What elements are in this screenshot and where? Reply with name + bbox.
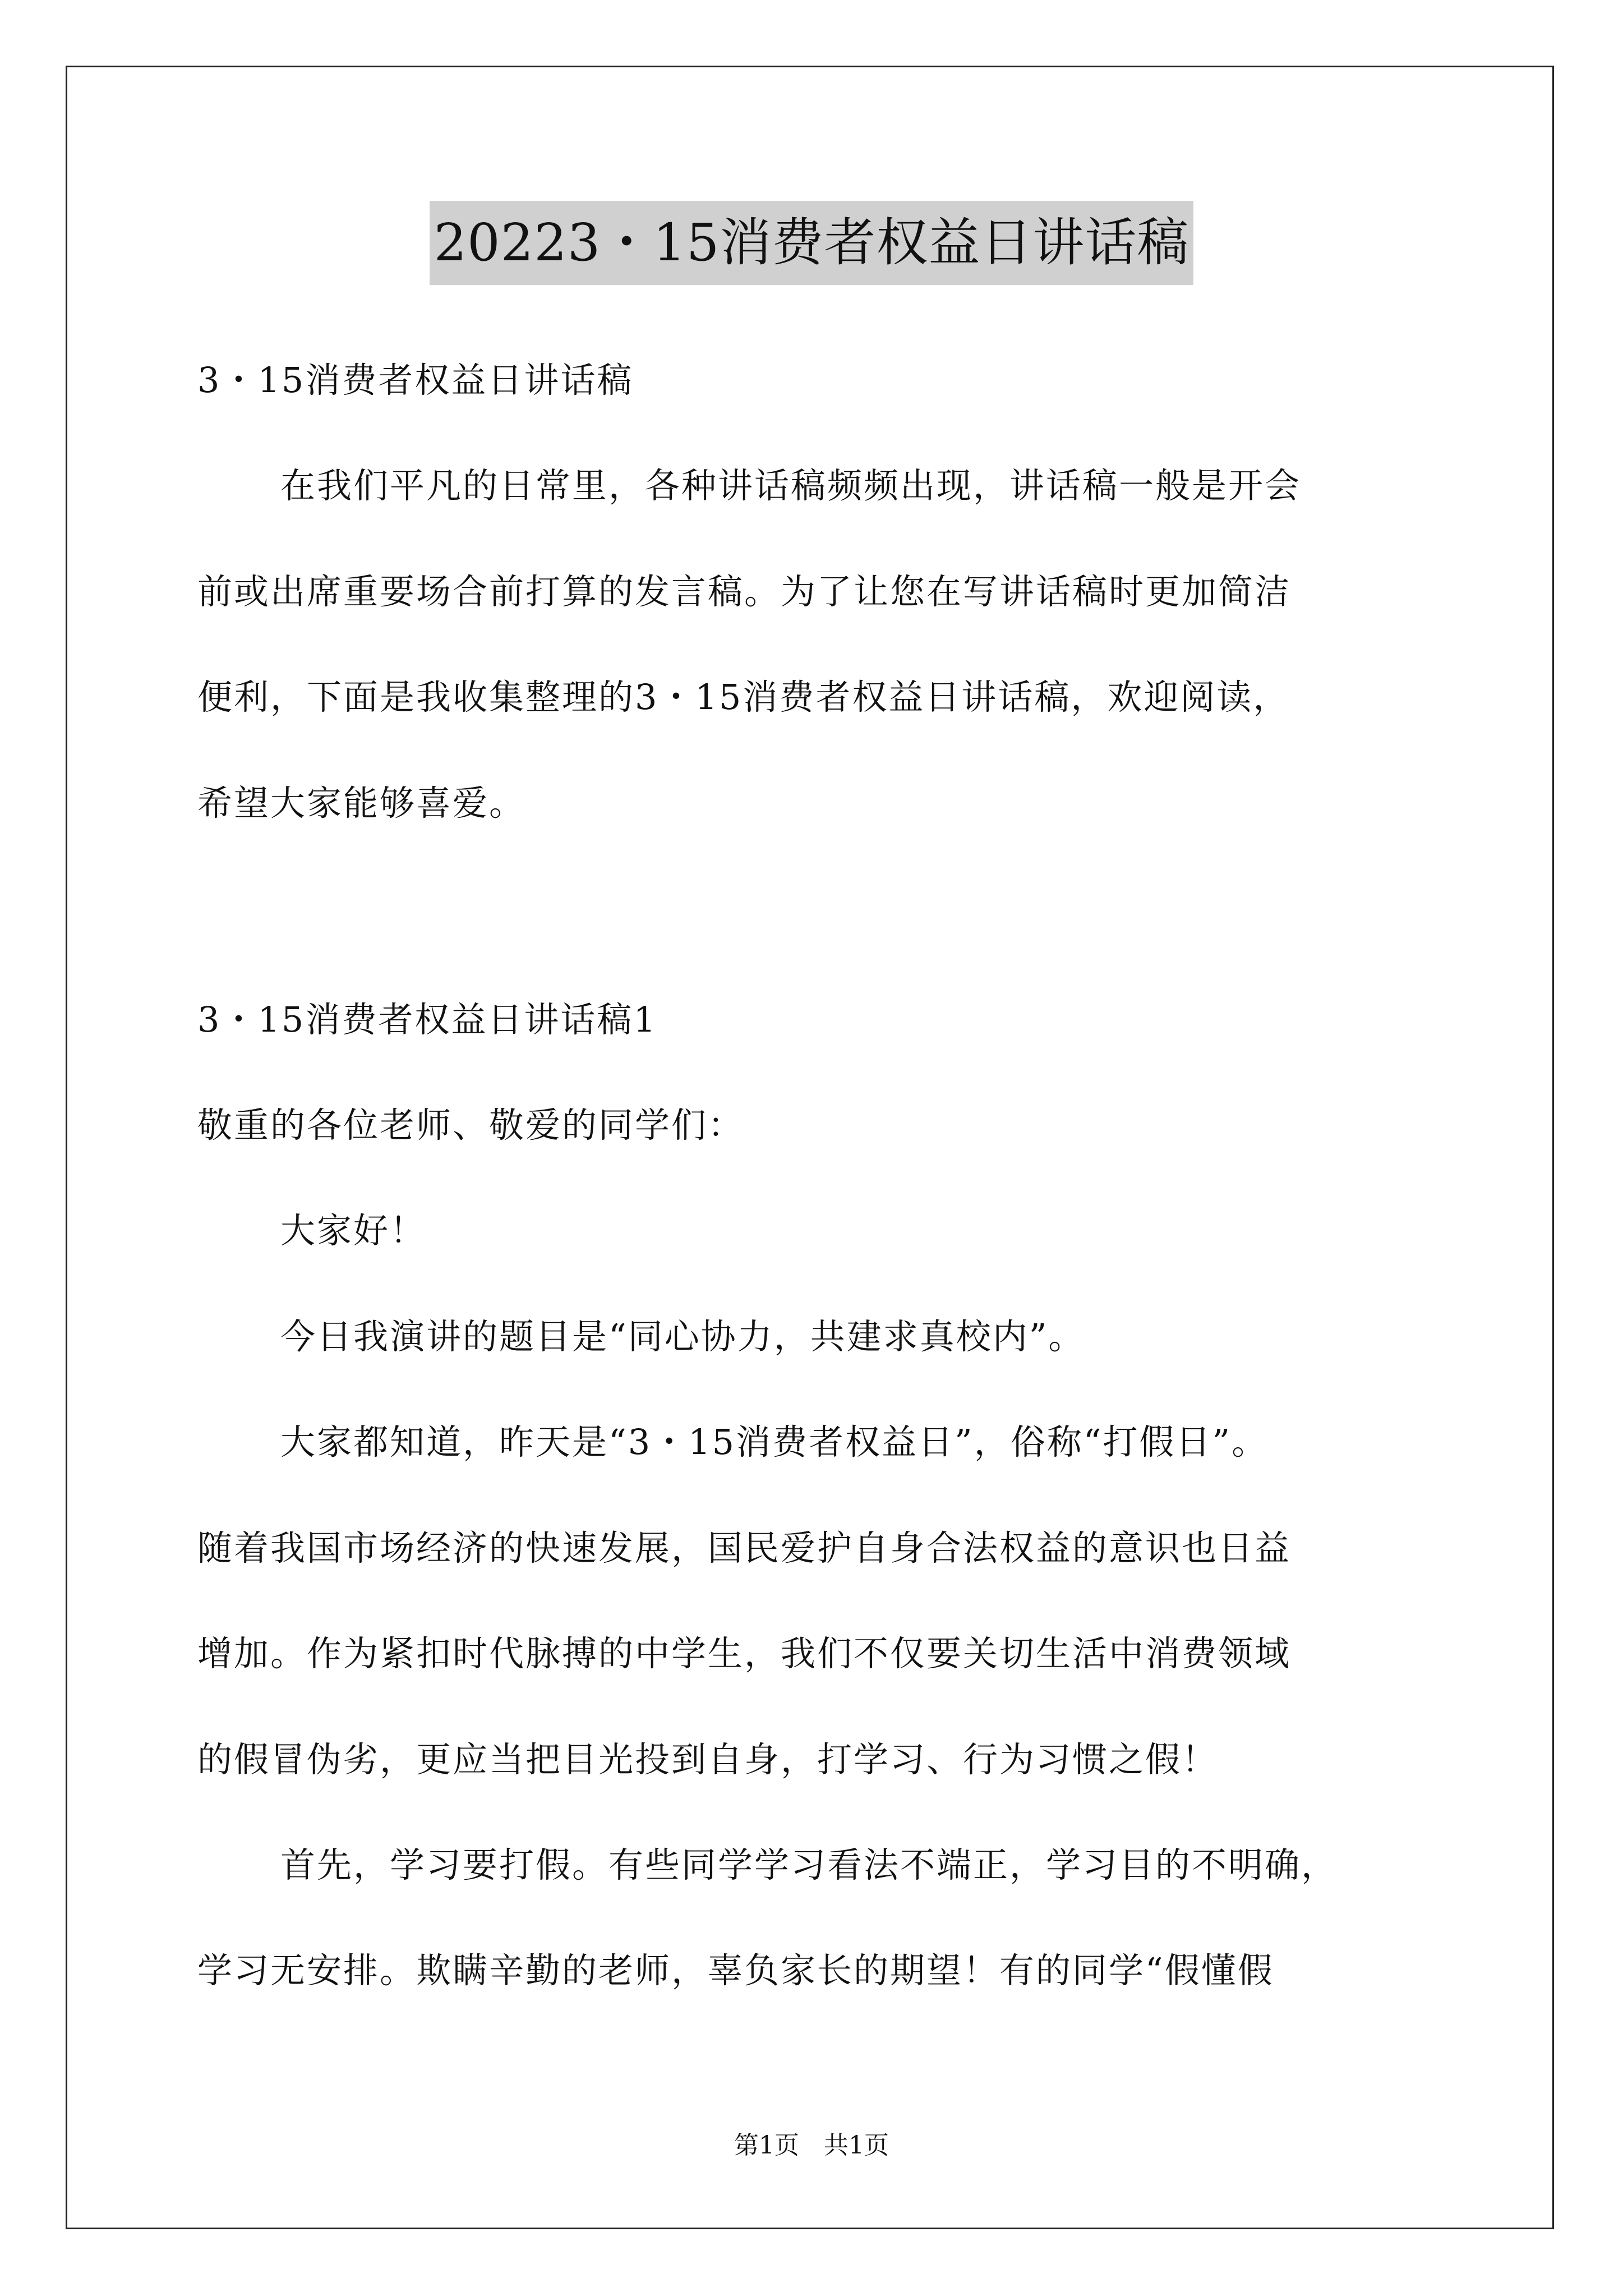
section-heading: 3・15消费者权益日讲话稿1 bbox=[197, 999, 657, 1040]
paragraph-line: 便利，下面是我收集整理的3・15消费者权益日讲话稿，欢迎阅读， bbox=[197, 677, 1290, 717]
document-title: 20223・15消费者权益日讲话稿 bbox=[430, 201, 1194, 285]
subtitle-line: 3・15消费者权益日讲话稿 bbox=[197, 360, 634, 401]
paragraph-line: 今日我演讲的题目是“同心协力，共建求真校内”。 bbox=[280, 1316, 1085, 1357]
paragraph-line: 大家都知道，昨天是“3・15消费者权益日”，俗称“打假日”。 bbox=[280, 1421, 1269, 1462]
paragraph-line: 首先，学习要打假。有些同学学习看法不端正，学习目的不明确， bbox=[280, 1844, 1338, 1885]
paragraph-line: 在我们平凡的日常里，各种讲话稿频频出现，讲话稿一般是开会 bbox=[280, 465, 1302, 506]
paragraph-line: 前或出席重要场合前打算的发言稿。为了让您在写讲话稿时更加简洁 bbox=[197, 571, 1292, 612]
paragraph-line: 的假冒伪劣，更应当把目光投到自身，打学习、行为习惯之假！ bbox=[197, 1739, 1219, 1780]
title-container bbox=[0, 201, 1623, 285]
paragraph-line: 希望大家能够喜爱。 bbox=[197, 783, 526, 823]
greeting-line: 大家好！ bbox=[280, 1210, 427, 1251]
paragraph-line: 学习无安排。欺瞒辛勤的老师，辜负家长的期望！有的同学“假懂假 bbox=[197, 1950, 1274, 1991]
paragraph-line: 增加。作为紧扣时代脉搏的中学生，我们不仅要关切生活中消费领域 bbox=[197, 1633, 1292, 1674]
page-footer: 第1页 共1页 bbox=[734, 2131, 889, 2160]
salutation-line: 敬重的各位老师、敬爱的同学们： bbox=[197, 1105, 745, 1145]
paragraph-line: 随着我国市场经济的快速发展，国民爱护自身合法权益的意识也日益 bbox=[197, 1527, 1292, 1568]
